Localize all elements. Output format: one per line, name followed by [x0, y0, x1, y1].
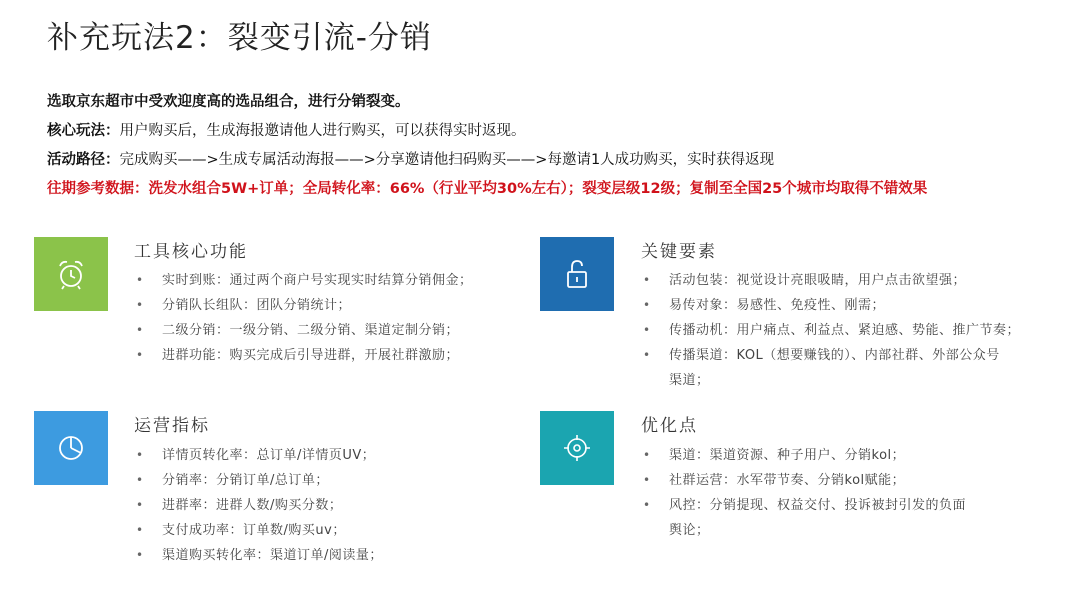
- bullet-icon: •: [643, 298, 651, 312]
- bullet-icon: •: [136, 548, 144, 562]
- bullet-icon: •: [136, 498, 144, 512]
- section-title-operation-metrics: 运营指标: [134, 416, 210, 436]
- unlock-icon: [540, 237, 614, 311]
- list-item: • 社群运营：水军带节奏、分销kol赋能；: [643, 468, 966, 493]
- activity-path-line: [47, 146, 927, 175]
- bullet-icon: •: [136, 448, 144, 462]
- operation-metrics-list: [136, 443, 383, 568]
- core-play-label: 核心玩法：: [47, 123, 120, 139]
- list-item: • 易传对象：易感性、免疫性、刚需；: [643, 293, 1020, 318]
- list-item: • 进群功能：购买完成后引导进群，开展社群激励；: [136, 343, 473, 368]
- bullet-icon: •: [643, 498, 651, 512]
- list-item: 舆论；: [669, 523, 710, 538]
- intro-block: [47, 88, 927, 204]
- list-item: • 实时到账：通过两个商户号实现实时结算分销佣金；: [136, 268, 473, 293]
- bullet-icon: •: [136, 298, 144, 312]
- list-item: • 支付成功率：订单数/购买uv；: [136, 518, 383, 543]
- tool-features-list: [136, 268, 473, 368]
- bullet-icon: •: [136, 323, 144, 337]
- activity-path-text: 完成购买——>生成专属活动海报——>分享邀请他扫码购买——>每邀请1人成功购买，实时获得返现: [119, 152, 775, 168]
- activity-path-label: 活动路径：: [47, 152, 120, 168]
- bullet-icon: •: [643, 473, 651, 487]
- section-title-key-elements: 关键要素: [641, 242, 717, 262]
- bullet-icon: •: [643, 448, 651, 462]
- pie-chart-icon: [34, 411, 108, 485]
- bullet-icon: •: [136, 523, 144, 537]
- list-item: 渠道；: [669, 373, 710, 388]
- bullet-icon: •: [643, 348, 651, 362]
- list-item: • 渠道：渠道资源、种子用户、分销kol；: [643, 443, 966, 468]
- core-play-line: [47, 117, 927, 146]
- page-title: 补充玩法2：裂变引流-分销: [47, 20, 432, 56]
- section-title-tool-features: 工具核心功能: [134, 242, 248, 262]
- list-item: • 分销率：分销订单/总订单；: [136, 468, 383, 493]
- bullet-icon: •: [643, 323, 651, 337]
- list-item: • 进群率：进群人数/购买分数；: [136, 493, 383, 518]
- list-item: • 渠道购买转化率：渠道订单/阅读量；: [136, 543, 383, 568]
- bullet-icon: •: [136, 348, 144, 362]
- list-item: • 详情页转化率：总订单/详情页UV；: [136, 443, 383, 468]
- list-item: • 二级分销：一级分销、二级分销、渠道定制分销；: [136, 318, 473, 343]
- bullet-icon: •: [136, 473, 144, 487]
- alarm-clock-icon: [34, 237, 108, 311]
- core-play-text: 用户购买后，生成海报邀请他人进行购买，可以获得实时返现。: [119, 123, 526, 139]
- bullet-icon: •: [643, 273, 651, 287]
- section-title-optimization: 优化点: [641, 416, 698, 436]
- reference-data-line: 往期参考数据：洗发水组合5W+订单；全局转化率：66%（行业平均30%左右）；裂变层级12级；复制至全国25个城市均取得不错效果: [47, 181, 928, 197]
- list-item: • 传播渠道：KOL（想要赚钱的）、内部社群、外部公众号: [643, 343, 1020, 368]
- list-item: • 风控：分销提现、权益交付、投诉被封引发的负面: [643, 493, 966, 518]
- target-icon: [540, 411, 614, 485]
- list-item: • 活动包装：视觉设计亮眼吸睛，用户点击欲望强；: [643, 268, 1020, 293]
- list-item: • 分销队长组队：团队分销统计；: [136, 293, 473, 318]
- bullet-icon: •: [136, 273, 144, 287]
- key-elements-list: [643, 268, 1020, 393]
- intro-line: 选取京东超市中受欢迎度高的选品组合，进行分销裂变。: [47, 94, 410, 110]
- list-item: • 传播动机：用户痛点、利益点、紧迫感、势能、推广节奏；: [643, 318, 1020, 343]
- optimization-list: [643, 443, 966, 543]
